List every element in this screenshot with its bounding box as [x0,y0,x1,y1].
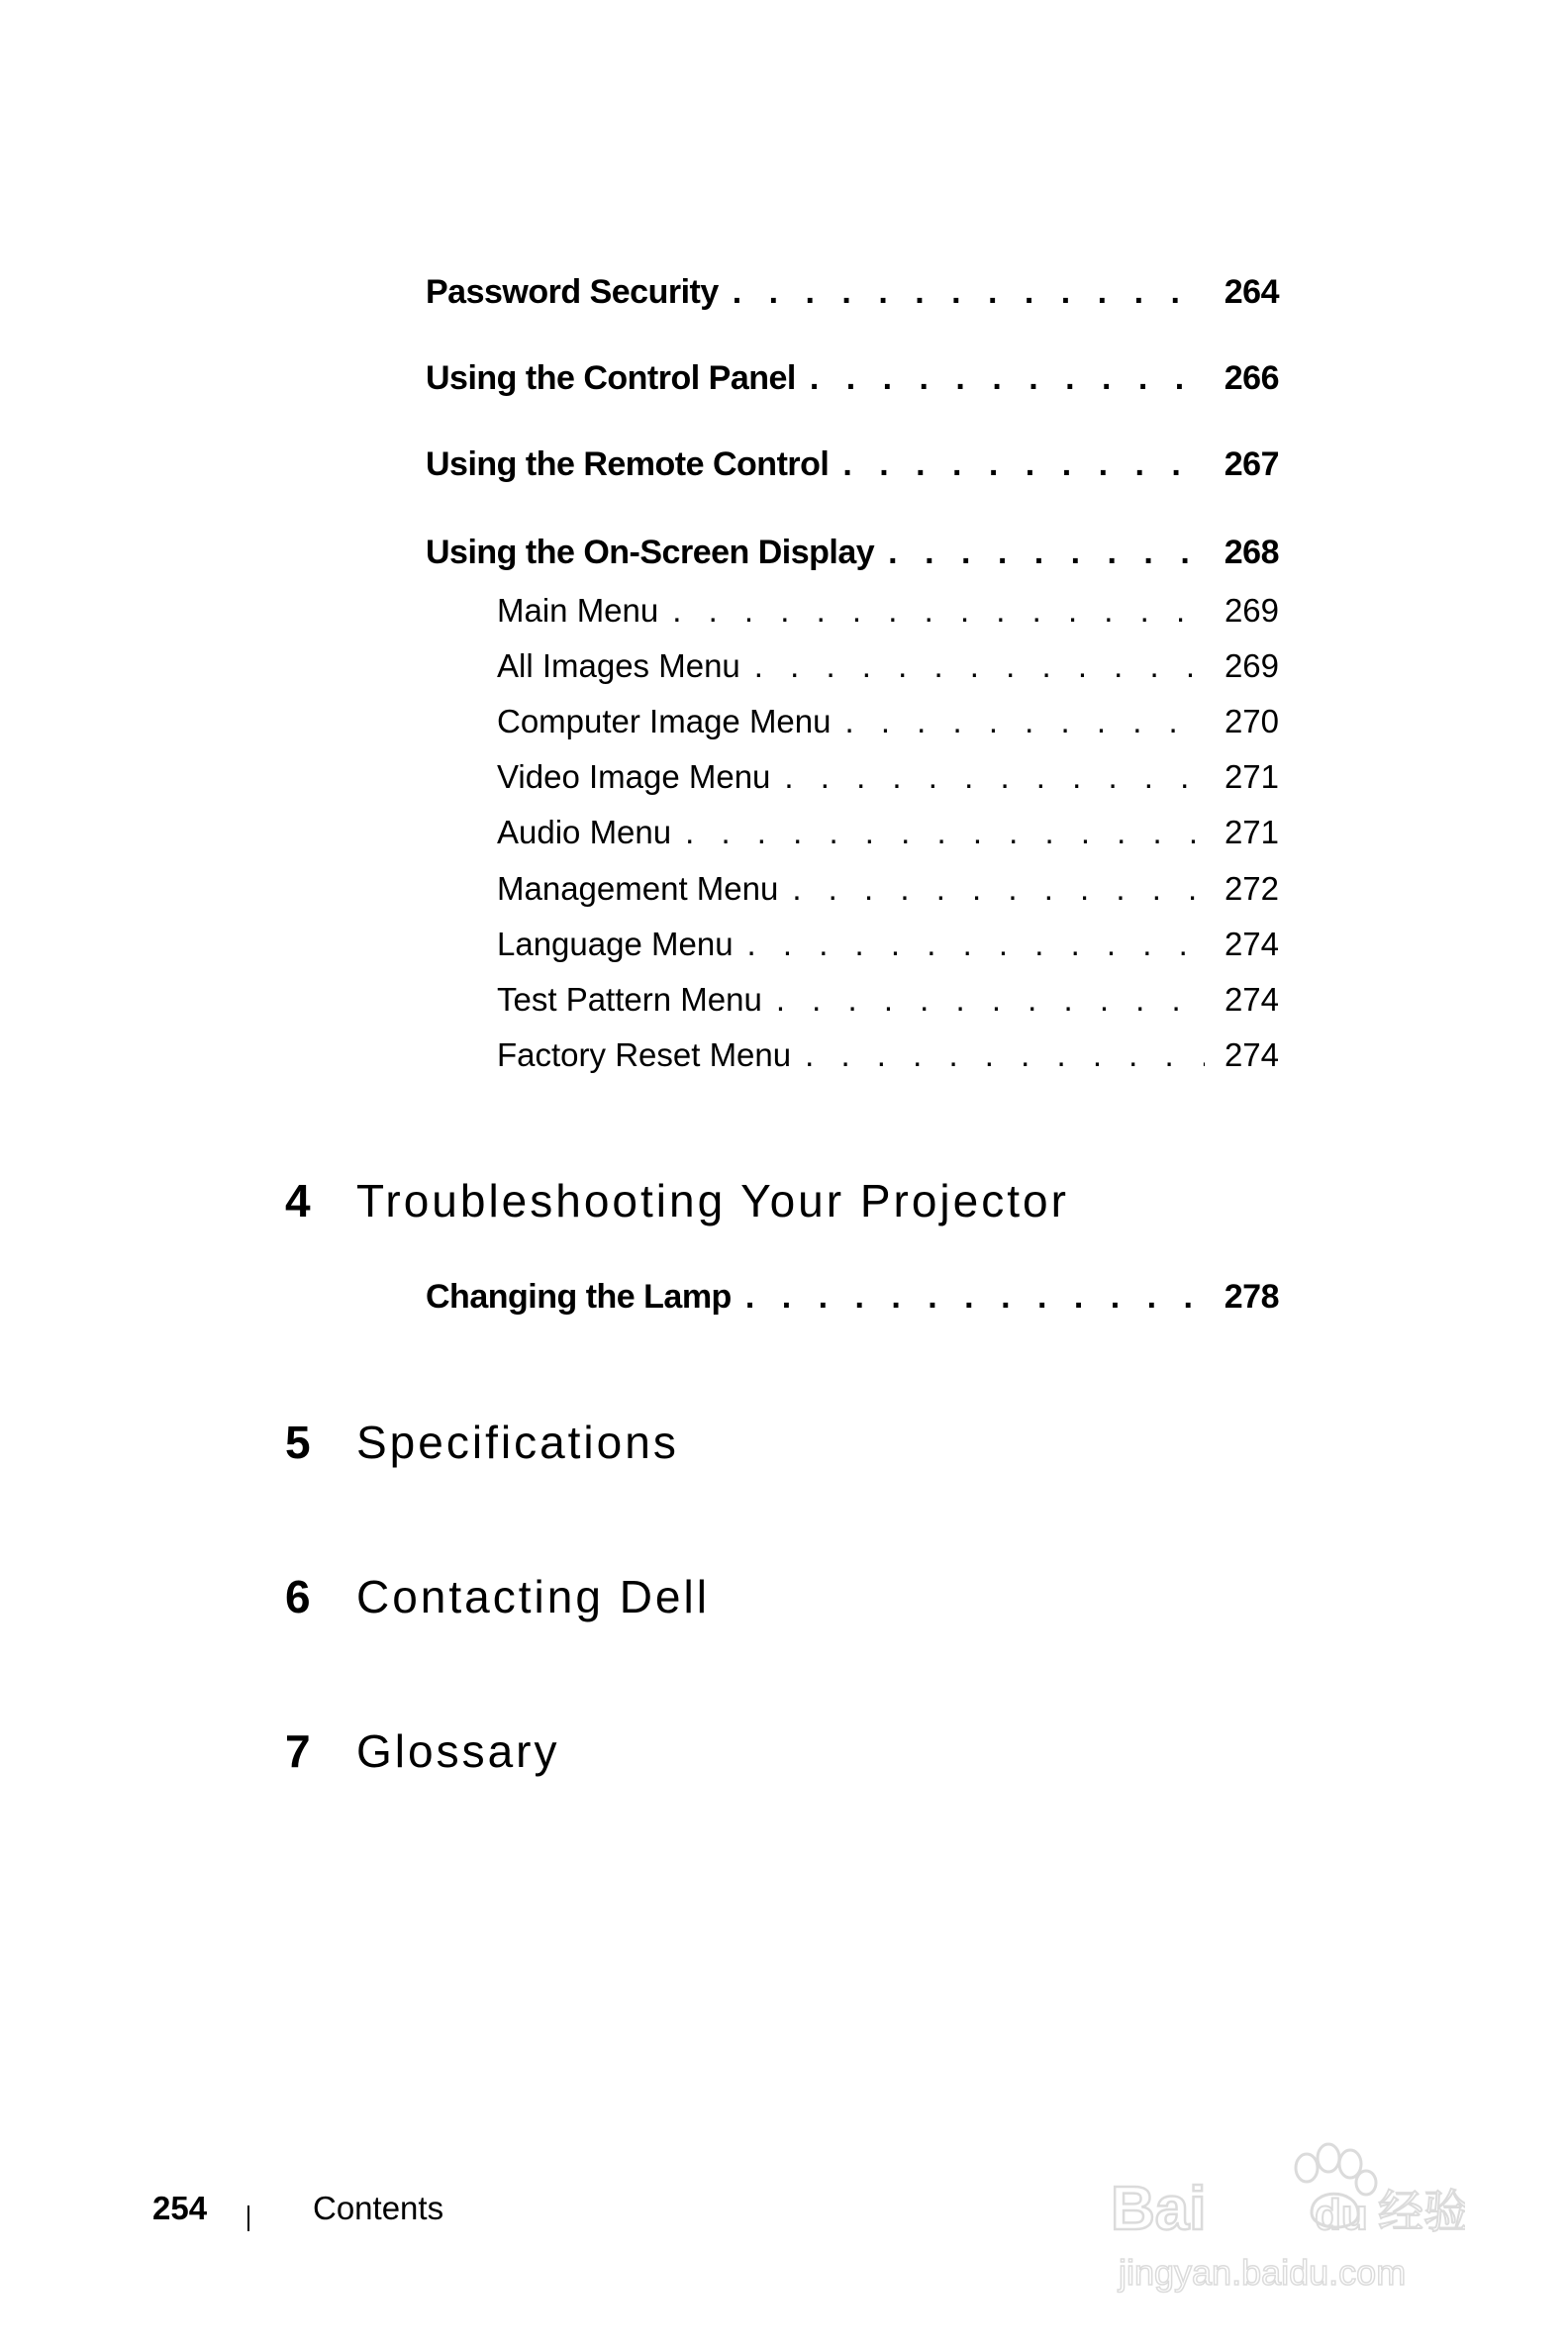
toc-subsection-computer-image-menu[interactable] [497,703,1279,740]
baidu-watermark-logo [1109,2108,1465,2306]
toc-subsection-title: Test Pattern Menu [497,981,762,1018]
chapter-title: Glossary [356,1725,560,1777]
dot-leader [784,758,1205,796]
svg-text:du: du [1315,2191,1368,2239]
toc-page-number: 266 [1224,359,1279,397]
toc-chapter-6[interactable] [285,1570,710,1623]
dot-leader [733,273,1205,312]
chapter-number: 6 [285,1571,311,1622]
dot-leader [805,1036,1205,1074]
toc-subsection-title: Main Menu [497,592,659,629]
toc-page-number: 278 [1224,1278,1279,1316]
chapter-title: Specifications [356,1417,679,1468]
toc-section-title: Using the On-Screen Display [426,534,875,571]
toc-subsection-title: Language Menu [497,926,734,962]
dot-leader [745,1278,1205,1317]
footer-divider [247,2205,249,2231]
toc-subsection-management-menu[interactable] [497,870,1279,908]
dot-leader [888,534,1205,572]
toc-page-number: 274 [1224,981,1279,1018]
chapter-number: 5 [285,1417,311,1468]
dot-leader [747,926,1205,963]
footer-page-number: 254 [152,2190,208,2226]
toc-subsection-title: All Images Menu [497,647,740,684]
toc-subsection-all-images-menu[interactable] [497,647,1279,685]
toc-section-password-security[interactable] [426,273,1279,312]
toc-page-number: 269 [1224,647,1279,684]
chapter-title: Contacting Dell [356,1571,710,1622]
toc-page-number: 270 [1224,703,1279,739]
dot-leader [845,703,1205,740]
dot-leader [810,359,1205,398]
toc-section-title: Using the Remote Control [426,445,830,483]
chapter-number: 7 [285,1725,311,1777]
toc-section-on-screen-display[interactable] [426,534,1279,572]
toc-subsection-main-menu[interactable] [497,592,1279,630]
svg-text:经验: 经验 [1378,2185,1465,2238]
toc-subsection-video-image-menu[interactable] [497,758,1279,796]
toc-subsection-test-pattern-menu[interactable] [497,981,1279,1019]
dot-leader [672,592,1205,630]
toc-page-number: 272 [1224,870,1279,907]
toc-page-number: 271 [1224,758,1279,795]
dot-leader [685,814,1205,851]
dot-leader [792,870,1205,908]
footer-label: Contents [313,2190,444,2226]
svg-text:Bai: Bai [1111,2175,1207,2243]
toc-subsection-title: Computer Image Menu [497,703,832,739]
toc-section-title: Password Security [426,273,719,311]
toc-section-remote-control[interactable] [426,445,1279,484]
dot-leader [776,981,1205,1019]
dot-leader [754,647,1205,685]
toc-page-number: 274 [1224,1036,1279,1073]
toc-page-number: 271 [1224,814,1279,850]
toc-subsection-factory-reset-menu[interactable] [497,1036,1279,1074]
toc-chapter-7[interactable] [285,1724,559,1778]
toc-section-changing-lamp[interactable] [426,1278,1279,1317]
chapter-number: 4 [285,1175,311,1226]
toc-subsection-language-menu[interactable] [497,926,1279,963]
svg-text:jingyan.baidu.com: jingyan.baidu.com [1119,2252,1407,2293]
toc-chapter-5[interactable] [285,1416,679,1469]
dot-leader [842,445,1204,484]
toc-subsection-title: Factory Reset Menu [497,1036,792,1073]
toc-page-number: 267 [1224,445,1279,483]
toc-chapter-4[interactable] [285,1174,1069,1227]
toc-section-title: Changing the Lamp [426,1278,732,1316]
toc-page-number: 274 [1224,926,1279,962]
toc-section-control-panel[interactable] [426,359,1279,398]
toc-subsection-title: Management Menu [497,870,779,907]
chapter-title: Troubleshooting Your Projector [356,1175,1069,1226]
toc-section-title: Using the Control Panel [426,359,796,397]
toc-page-number: 264 [1224,273,1279,311]
toc-subsection-title: Audio Menu [497,814,672,850]
toc-subsection-audio-menu[interactable] [497,814,1279,851]
toc-page-number: 268 [1224,534,1279,571]
toc-page-number: 269 [1224,592,1279,629]
toc-subsection-title: Video Image Menu [497,758,771,795]
